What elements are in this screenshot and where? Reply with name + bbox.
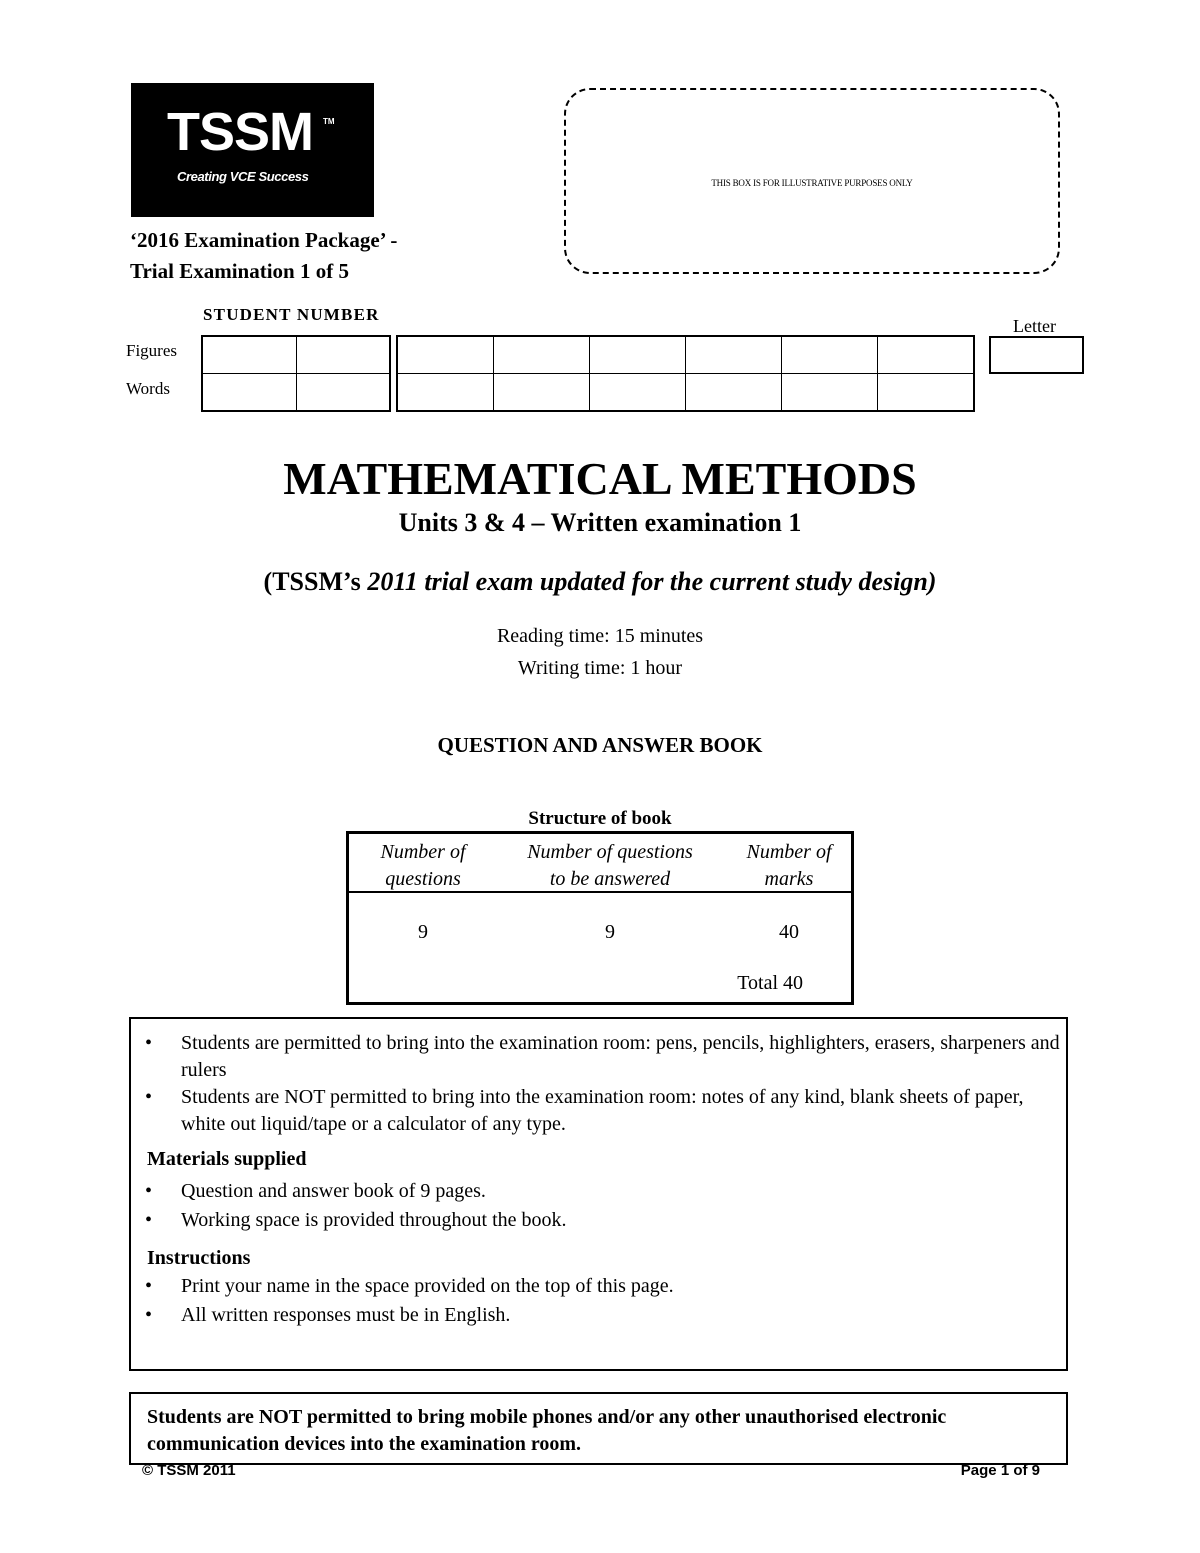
- figures-cell[interactable]: [782, 336, 878, 374]
- figures-cell[interactable]: [494, 336, 590, 374]
- update-note: [0, 567, 1200, 597]
- words-cell[interactable]: [494, 374, 590, 412]
- list-item: • Question and answer book of 9 pages.: [131, 1177, 1066, 1206]
- logo-trademark: TM: [323, 117, 335, 126]
- figures-cell[interactable]: [297, 336, 391, 374]
- book-title: QUESTION AND ANSWER BOOK: [437, 733, 763, 757]
- words-cell[interactable]: [297, 374, 391, 412]
- instructions-heading: Instructions: [147, 1247, 251, 1269]
- header-line: Number of: [380, 841, 466, 863]
- logo-tagline: Creating VCE Success: [177, 169, 309, 184]
- student-number-grid-b: [396, 335, 975, 412]
- words-cell[interactable]: [202, 374, 297, 412]
- words-cell[interactable]: [397, 374, 494, 412]
- list-item: • Print your name in the space provided on the top of this page.: [131, 1272, 1066, 1301]
- structure-caption: Structure of book: [528, 808, 672, 829]
- list-item: • Students are NOT permitted to bring into the examination room: notes of any kind, blank sheets of paper, white out liquid/tape or a calculator of any type.: [131, 1084, 1066, 1138]
- header-line: questions: [385, 868, 461, 890]
- footer-page-number: Page 1 of 9: [960, 1462, 1040, 1479]
- update-note-italic: 2011 trial exam updated for the current study design): [367, 567, 937, 596]
- figures-cell[interactable]: [590, 336, 686, 374]
- permitted-list: [131, 1030, 1066, 1138]
- exam-title: MATHEMATICAL METHODS: [283, 453, 917, 504]
- header-line: to be answered: [549, 868, 671, 890]
- materials-list: [131, 1177, 1066, 1235]
- rules-box: [129, 1017, 1068, 1371]
- tssm-logo: [131, 83, 374, 217]
- header-number-of-questions: [359, 839, 487, 893]
- writing-time: Writing time: 1 hour: [517, 657, 683, 679]
- exam-subtitle: Units 3 & 4 – Written examination 1: [398, 508, 802, 537]
- words-label: Words: [126, 379, 170, 398]
- package-line-2: Trial Examination 1 of 5: [130, 259, 349, 283]
- words-cell[interactable]: [878, 374, 975, 412]
- header-line: Number of questions: [527, 841, 693, 863]
- figures-cell[interactable]: [202, 336, 297, 374]
- reading-time: Reading time: 15 minutes: [496, 625, 704, 647]
- header-line: marks: [764, 868, 814, 890]
- student-number-grid-a: [201, 335, 391, 412]
- illustrative-box: [564, 88, 1060, 274]
- warning-text: Students are NOT permitted to bring mobile phones and/or any other unauthorised electronic communication devices into the examination room.: [147, 1406, 947, 1455]
- header-number-of-marks: [729, 839, 849, 893]
- letter-label: Letter: [1013, 316, 1056, 336]
- package-line-1: ‘2016 Examination Package’ -: [130, 228, 398, 252]
- illustrative-box-note: THIS BOX IS FOR ILLUSTRATIVE PURPOSES ONLY: [711, 178, 913, 188]
- list-item: • All written responses must be in English.: [131, 1301, 1066, 1330]
- figures-cell[interactable]: [878, 336, 975, 374]
- value-number-of-questions: 9: [418, 921, 428, 943]
- words-cell[interactable]: [590, 374, 686, 412]
- figures-cell[interactable]: [397, 336, 494, 374]
- student-number-label: STUDENT NUMBER: [203, 305, 380, 324]
- footer-copyright: © TSSM 2011: [142, 1462, 236, 1479]
- header-divider: [349, 891, 851, 893]
- header-line: Number of: [746, 841, 832, 863]
- instructions-list: [131, 1272, 1066, 1330]
- logo-brand: TSSM: [167, 102, 314, 162]
- update-note-prefix: (TSSM’s: [263, 567, 368, 596]
- list-item: • Students are permitted to bring into the examination room: pens, pencils, highlighters, erasers, sharpeners and rulers: [131, 1030, 1066, 1084]
- materials-heading: Materials supplied: [147, 1148, 307, 1170]
- figures-cell[interactable]: [686, 336, 782, 374]
- value-number-of-marks: 40: [779, 921, 799, 943]
- structure-table: [346, 831, 854, 1005]
- list-item: • Working space is provided throughout the book.: [131, 1206, 1066, 1235]
- header-questions-to-answer: [499, 839, 721, 893]
- total-marks: Total 40: [737, 972, 803, 994]
- letter-box[interactable]: [989, 336, 1084, 374]
- figures-label: Figures: [126, 341, 177, 360]
- value-questions-to-answer: 9: [605, 921, 615, 943]
- warning-box: [129, 1392, 1068, 1465]
- words-cell[interactable]: [782, 374, 878, 412]
- words-cell[interactable]: [686, 374, 782, 412]
